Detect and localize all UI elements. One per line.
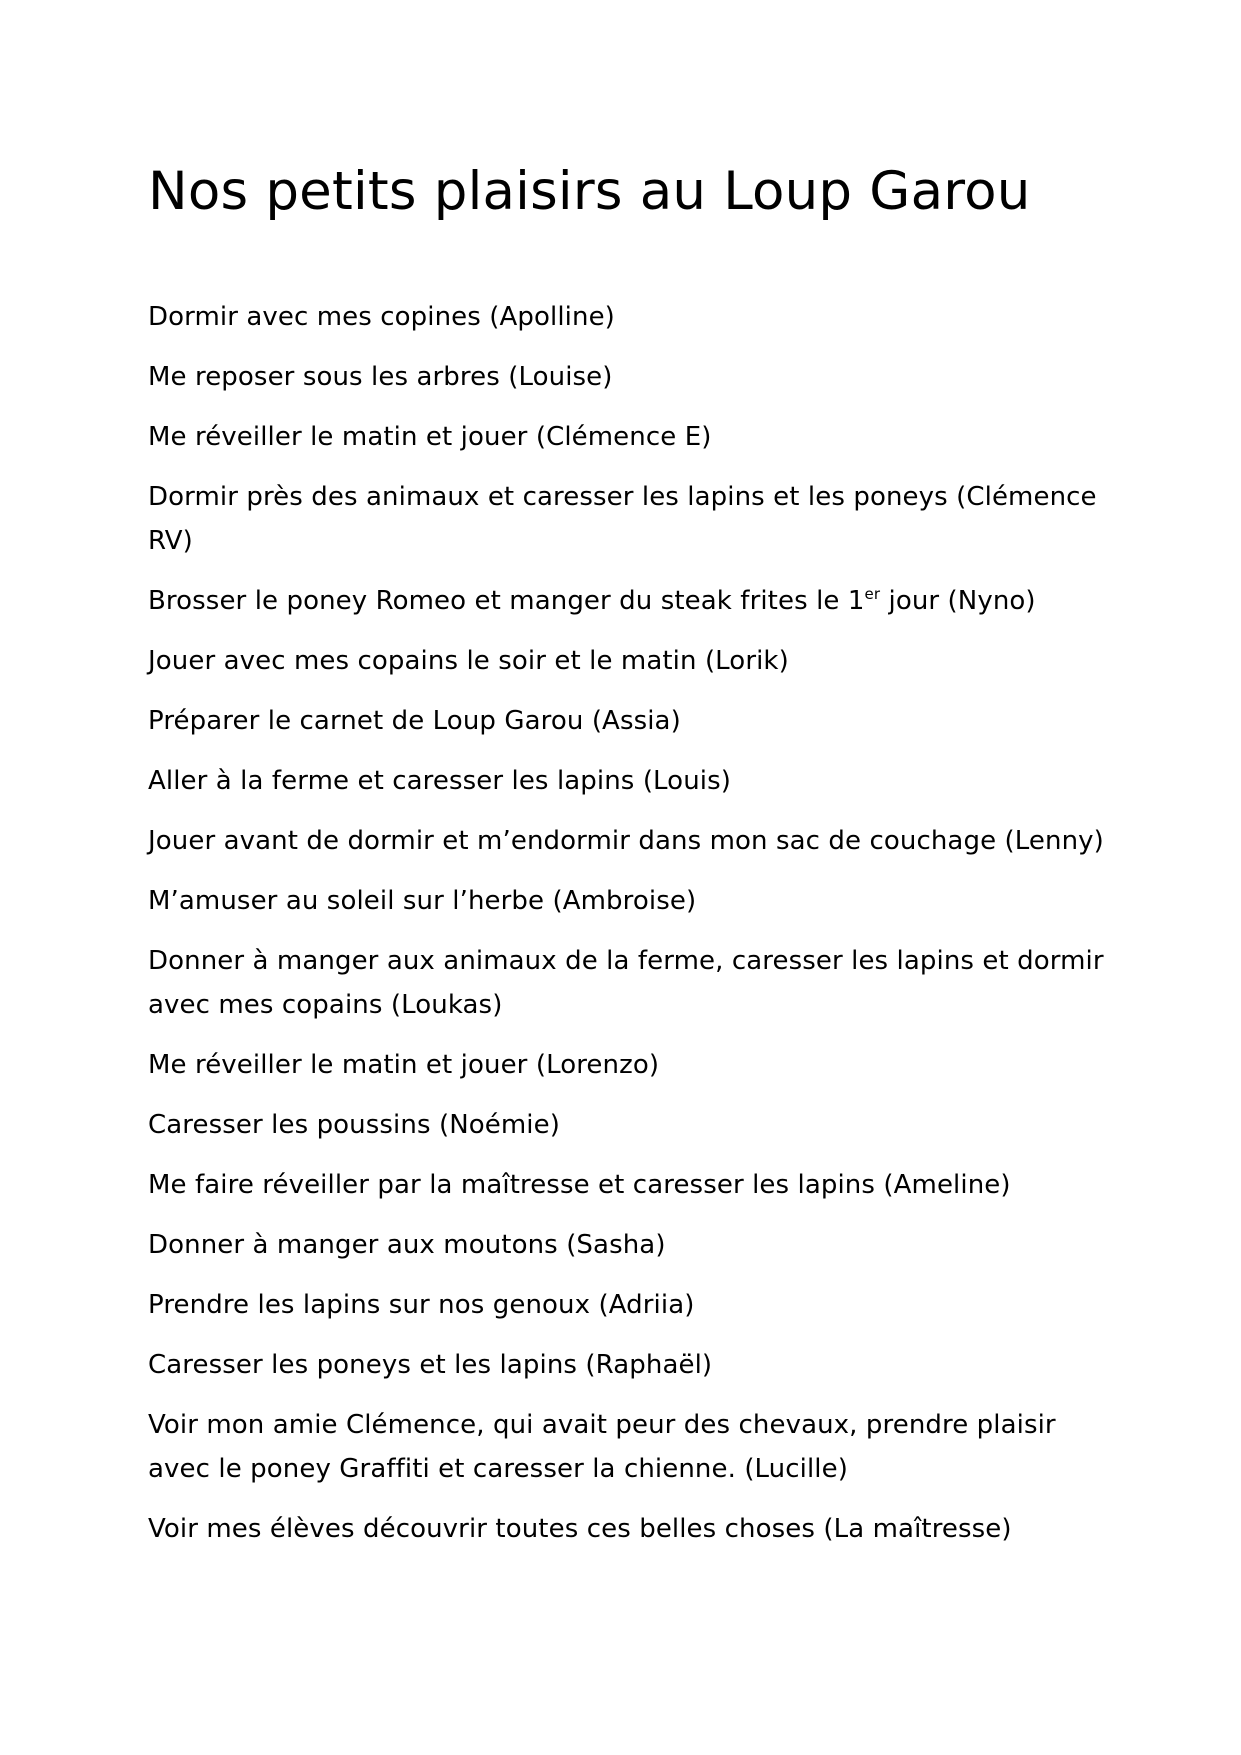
list-item: Dormir près des animaux et caresser les lapins et les poneys (Clémence RV) xyxy=(148,482,1097,556)
list-item: M’amuser au soleil sur l’herbe (Ambroise) xyxy=(148,886,697,916)
list-item: Donner à manger aux animaux de la ferme, caresser les lapins et dormir avec mes copains (Loukas) xyxy=(148,946,1104,1020)
list-item: Jouer avec mes copains le soir et le matin (Lorik) xyxy=(148,646,789,676)
list-item: Aller à la ferme et caresser les lapins (Louis) xyxy=(148,766,731,796)
list-item: Me faire réveiller par la maîtresse et caresser les lapins (Ameline) xyxy=(148,1170,1011,1200)
list-item-text: jour (Nyno) xyxy=(880,586,1036,616)
list-item: Dormir avec mes copines (Apolline) xyxy=(148,302,615,332)
ordinal-superscript: er xyxy=(864,585,881,603)
page-title: Nos petits plaisirs au Loup Garou xyxy=(148,161,1031,222)
list-item: Caresser les poneys et les lapins (Raphaël) xyxy=(148,1350,713,1380)
pleasures-list xyxy=(148,295,1108,1567)
list-item: Voir mes élèves découvrir toutes ces belles choses (La maîtresse) xyxy=(148,1514,1012,1544)
list-item-text: Brosser le poney Romeo et manger du steak frites le 1 xyxy=(148,586,865,616)
list-item xyxy=(148,579,1108,623)
list-item: Donner à manger aux moutons (Sasha) xyxy=(148,1230,666,1260)
list-item: Me réveiller le matin et jouer (Clémence E) xyxy=(148,422,712,452)
list-item: Me reposer sous les arbres (Louise) xyxy=(148,362,613,392)
list-item: Jouer avant de dormir et m’endormir dans mon sac de couchage (Lenny) xyxy=(148,826,1104,856)
list-item: Caresser les poussins (Noémie) xyxy=(148,1110,560,1140)
list-item: Prendre les lapins sur nos genoux (Adriia) xyxy=(148,1290,695,1320)
list-item: Me réveiller le matin et jouer (Lorenzo) xyxy=(148,1050,660,1080)
list-item: Voir mon amie Clémence, qui avait peur des chevaux, prendre plaisir avec le poney Graffiti et caresser la chienne. (Lucille) xyxy=(148,1410,1056,1484)
list-item: Préparer le carnet de Loup Garou (Assia) xyxy=(148,706,681,736)
